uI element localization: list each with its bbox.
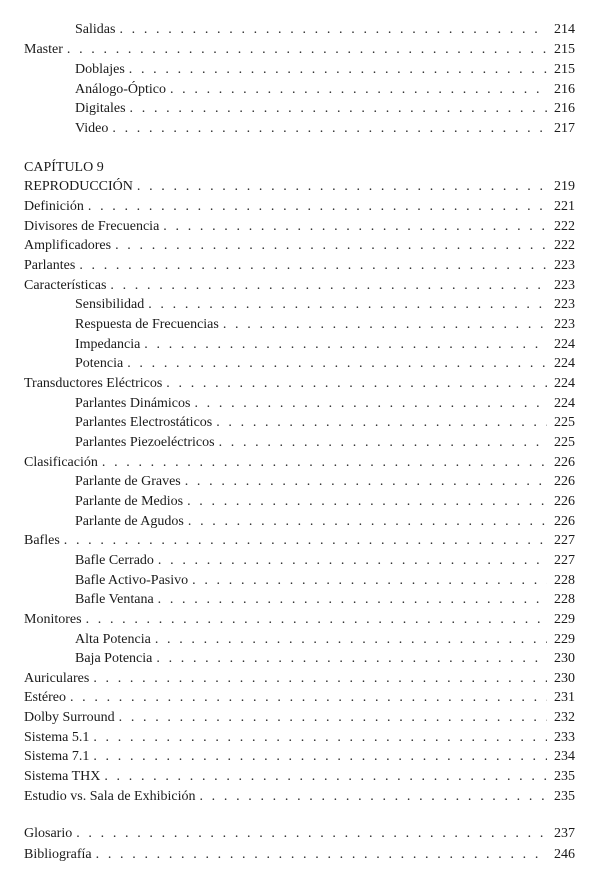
toc-entry-label: Características bbox=[24, 278, 107, 293]
toc-entry-page: 229 bbox=[554, 612, 575, 627]
leader-dots bbox=[127, 355, 547, 372]
toc-entry[interactable] bbox=[24, 411, 575, 431]
leader-dots bbox=[93, 670, 547, 687]
leader-dots bbox=[156, 650, 547, 667]
toc-entry-page: 237 bbox=[554, 826, 575, 841]
toc-entry[interactable] bbox=[24, 686, 575, 706]
leader-dots bbox=[170, 81, 547, 98]
toc-entry-page: 214 bbox=[554, 22, 575, 37]
leader-dots bbox=[216, 414, 547, 431]
toc-entry-page: 229 bbox=[554, 632, 575, 647]
toc-entry[interactable] bbox=[24, 97, 575, 117]
toc-entry-label: Glosario bbox=[24, 826, 73, 841]
toc-entry-page: 246 bbox=[554, 847, 575, 862]
toc-entry-page: 222 bbox=[554, 219, 575, 234]
toc-entry-page: 223 bbox=[554, 297, 575, 312]
toc-entry-page: 228 bbox=[554, 592, 575, 607]
toc-entry-label: Parlantes Dinámicos bbox=[75, 396, 191, 411]
toc-entry-page: 226 bbox=[554, 494, 575, 509]
toc-entry[interactable] bbox=[24, 78, 575, 98]
toc-entry[interactable] bbox=[24, 765, 575, 785]
leader-dots bbox=[185, 473, 547, 490]
toc-entry[interactable] bbox=[24, 628, 575, 648]
toc-entry-page: 233 bbox=[554, 730, 575, 745]
toc-entry-page: 227 bbox=[554, 533, 575, 548]
leader-dots bbox=[96, 846, 547, 863]
toc-entry-label: REPRODUCCIÓN bbox=[24, 179, 133, 194]
toc-entry-page: 217 bbox=[554, 121, 575, 136]
toc-entry-label: Estéreo bbox=[24, 690, 66, 705]
leader-dots bbox=[115, 237, 547, 254]
leader-dots bbox=[199, 788, 547, 805]
toc-entry-label: Bafle Activo-Pasivo bbox=[75, 573, 189, 588]
toc-entry-page: 228 bbox=[554, 573, 575, 588]
toc-entry[interactable] bbox=[24, 490, 575, 510]
leader-dots bbox=[187, 493, 547, 510]
toc-entry[interactable] bbox=[24, 58, 575, 78]
leader-dots bbox=[93, 748, 547, 765]
leader-dots bbox=[88, 198, 547, 215]
toc-entry-label: Parlantes Piezoeléctricos bbox=[75, 435, 215, 450]
leader-dots bbox=[163, 218, 547, 235]
toc-entry-page: 226 bbox=[554, 455, 575, 470]
toc-entry[interactable] bbox=[24, 293, 575, 313]
toc-entry[interactable] bbox=[24, 313, 575, 333]
toc-entry-label: Sistema 5.1 bbox=[24, 730, 90, 745]
toc-entry-label: Dolby Surround bbox=[24, 710, 115, 725]
toc-entry-page: 215 bbox=[554, 42, 575, 57]
toc-entry-page: 230 bbox=[554, 671, 575, 686]
leader-dots bbox=[219, 434, 547, 451]
leader-dots bbox=[67, 41, 547, 58]
toc-entry[interactable] bbox=[24, 352, 575, 372]
leader-dots bbox=[119, 21, 547, 38]
toc-entry[interactable] bbox=[24, 470, 575, 490]
leader-dots bbox=[76, 825, 547, 842]
toc-entry-page: 216 bbox=[554, 82, 575, 97]
leader-dots bbox=[148, 296, 547, 313]
toc-entry-page: 232 bbox=[554, 710, 575, 725]
leader-dots bbox=[110, 277, 547, 294]
toc-entry-page: 219 bbox=[554, 179, 575, 194]
leader-dots bbox=[223, 316, 547, 333]
toc-entry-page: 224 bbox=[554, 356, 575, 371]
toc-entry[interactable] bbox=[24, 38, 575, 58]
toc-entry-page: 235 bbox=[554, 789, 575, 804]
leader-dots bbox=[104, 768, 547, 785]
toc-entry-label: Parlantes bbox=[24, 258, 76, 273]
toc-entry-page: 215 bbox=[554, 62, 575, 77]
leader-dots bbox=[86, 611, 547, 628]
toc-entry[interactable] bbox=[24, 549, 575, 569]
chapter-heading: CAPÍTULO 9 bbox=[24, 160, 104, 175]
leader-dots bbox=[70, 689, 547, 706]
toc-entry[interactable] bbox=[24, 510, 575, 530]
toc-entry-page: 224 bbox=[554, 396, 575, 411]
toc-entry-label: Monitores bbox=[24, 612, 82, 627]
leader-dots bbox=[166, 375, 547, 392]
toc-entry-label: Parlante de Medios bbox=[75, 494, 184, 509]
toc-entry[interactable] bbox=[24, 392, 575, 412]
leader-dots bbox=[93, 729, 547, 746]
toc-entry[interactable] bbox=[24, 254, 575, 274]
toc-entry[interactable] bbox=[24, 822, 575, 842]
toc-entry-page: 235 bbox=[554, 769, 575, 784]
toc-entry[interactable] bbox=[24, 431, 575, 451]
leader-dots bbox=[194, 395, 547, 412]
toc-entry-label: Doblajes bbox=[75, 62, 125, 77]
toc-entry[interactable] bbox=[24, 588, 575, 608]
leader-dots bbox=[192, 572, 547, 589]
toc-entry-label: Parlante de Graves bbox=[75, 474, 181, 489]
leader-dots bbox=[79, 257, 547, 274]
toc-entry-page: 226 bbox=[554, 514, 575, 529]
toc-entry[interactable] bbox=[24, 667, 575, 687]
toc-entry-label: Auriculares bbox=[24, 671, 90, 686]
toc-entry[interactable] bbox=[24, 175, 575, 195]
toc-entry[interactable] bbox=[24, 608, 575, 628]
toc-entry-page: 226 bbox=[554, 474, 575, 489]
toc-entry-label: Sensibilidad bbox=[75, 297, 145, 312]
toc-entry[interactable] bbox=[24, 117, 575, 137]
toc-entry-page: 231 bbox=[554, 690, 575, 705]
toc-entry-label: Bibliografía bbox=[24, 847, 92, 862]
toc-entry-label: Bafle Cerrado bbox=[75, 553, 154, 568]
toc-entry-label: Clasificación bbox=[24, 455, 98, 470]
leader-dots bbox=[158, 591, 547, 608]
leader-dots bbox=[130, 100, 547, 117]
toc-entry-page: 224 bbox=[554, 376, 575, 391]
toc-entry-label: Bafle Ventana bbox=[75, 592, 154, 607]
toc-entry[interactable] bbox=[24, 745, 575, 765]
toc-entry-label: Video bbox=[75, 121, 109, 136]
toc-entry[interactable] bbox=[24, 372, 575, 392]
toc-entry[interactable] bbox=[24, 647, 575, 667]
toc-entry-label: Sistema THX bbox=[24, 769, 101, 784]
toc-entry[interactable] bbox=[24, 234, 575, 254]
toc-entry-page: 225 bbox=[554, 435, 575, 450]
toc-entry[interactable] bbox=[24, 785, 575, 805]
toc-entry-label: Digitales bbox=[75, 101, 126, 116]
toc-entry[interactable] bbox=[24, 706, 575, 726]
toc-entry-label: Parlantes Electrostáticos bbox=[75, 415, 213, 430]
toc-entry-page: 222 bbox=[554, 238, 575, 253]
leader-dots bbox=[155, 631, 547, 648]
toc-entry[interactable] bbox=[24, 18, 575, 38]
toc-entry-label: Baja Potencia bbox=[75, 651, 153, 666]
leader-dots bbox=[119, 709, 547, 726]
toc-entry-label: Bafles bbox=[24, 533, 60, 548]
toc-entry-page: 224 bbox=[554, 337, 575, 352]
toc-entry-page: 225 bbox=[554, 415, 575, 430]
toc-entry-label: Alta Potencia bbox=[75, 632, 151, 647]
toc-entry[interactable] bbox=[24, 215, 575, 235]
toc-entry[interactable] bbox=[24, 529, 575, 549]
leader-dots bbox=[112, 120, 547, 137]
toc-entry-label: Parlante de Agudos bbox=[75, 514, 184, 529]
toc-entry-page: 223 bbox=[554, 317, 575, 332]
leader-dots bbox=[188, 513, 547, 530]
toc-entry-page: 221 bbox=[554, 199, 575, 214]
toc-entry-label: Definición bbox=[24, 199, 84, 214]
toc-entry[interactable] bbox=[24, 726, 575, 746]
toc-entry-label: Análogo-Óptico bbox=[75, 82, 166, 97]
toc-entry-label: Potencia bbox=[75, 356, 124, 371]
toc-entry-label: Transductores Eléctricos bbox=[24, 376, 163, 391]
leader-dots bbox=[158, 552, 547, 569]
toc-entry[interactable] bbox=[24, 333, 575, 353]
leader-dots bbox=[64, 532, 547, 549]
leader-dots bbox=[102, 454, 547, 471]
toc-entry-page: 227 bbox=[554, 553, 575, 568]
leader-dots bbox=[137, 178, 547, 195]
toc-entry-label: Salidas bbox=[75, 22, 116, 37]
toc-entry-label: Impedancia bbox=[75, 337, 141, 352]
toc-entry-page: 216 bbox=[554, 101, 575, 116]
toc-entry[interactable] bbox=[24, 195, 575, 215]
toc-entry[interactable] bbox=[24, 843, 575, 863]
toc-entry-page: 223 bbox=[554, 258, 575, 273]
toc-entry-label: Sistema 7.1 bbox=[24, 749, 90, 764]
toc-entry[interactable] bbox=[24, 451, 575, 471]
toc-entry-page: 234 bbox=[554, 749, 575, 764]
toc-entry-label: Estudio vs. Sala de Exhibición bbox=[24, 789, 196, 804]
toc-entry-page: 230 bbox=[554, 651, 575, 666]
toc-entry-label: Divisores de Frecuencia bbox=[24, 219, 160, 234]
leader-dots bbox=[144, 336, 547, 353]
toc-entry-page: 223 bbox=[554, 278, 575, 293]
toc-entry-label: Amplificadores bbox=[24, 238, 112, 253]
toc-entry-label: Respuesta de Frecuencias bbox=[75, 317, 219, 332]
leader-dots bbox=[129, 61, 547, 78]
toc-entry[interactable] bbox=[24, 274, 575, 294]
toc-entry[interactable] bbox=[24, 569, 575, 589]
toc-entry-label: Master bbox=[24, 42, 63, 57]
